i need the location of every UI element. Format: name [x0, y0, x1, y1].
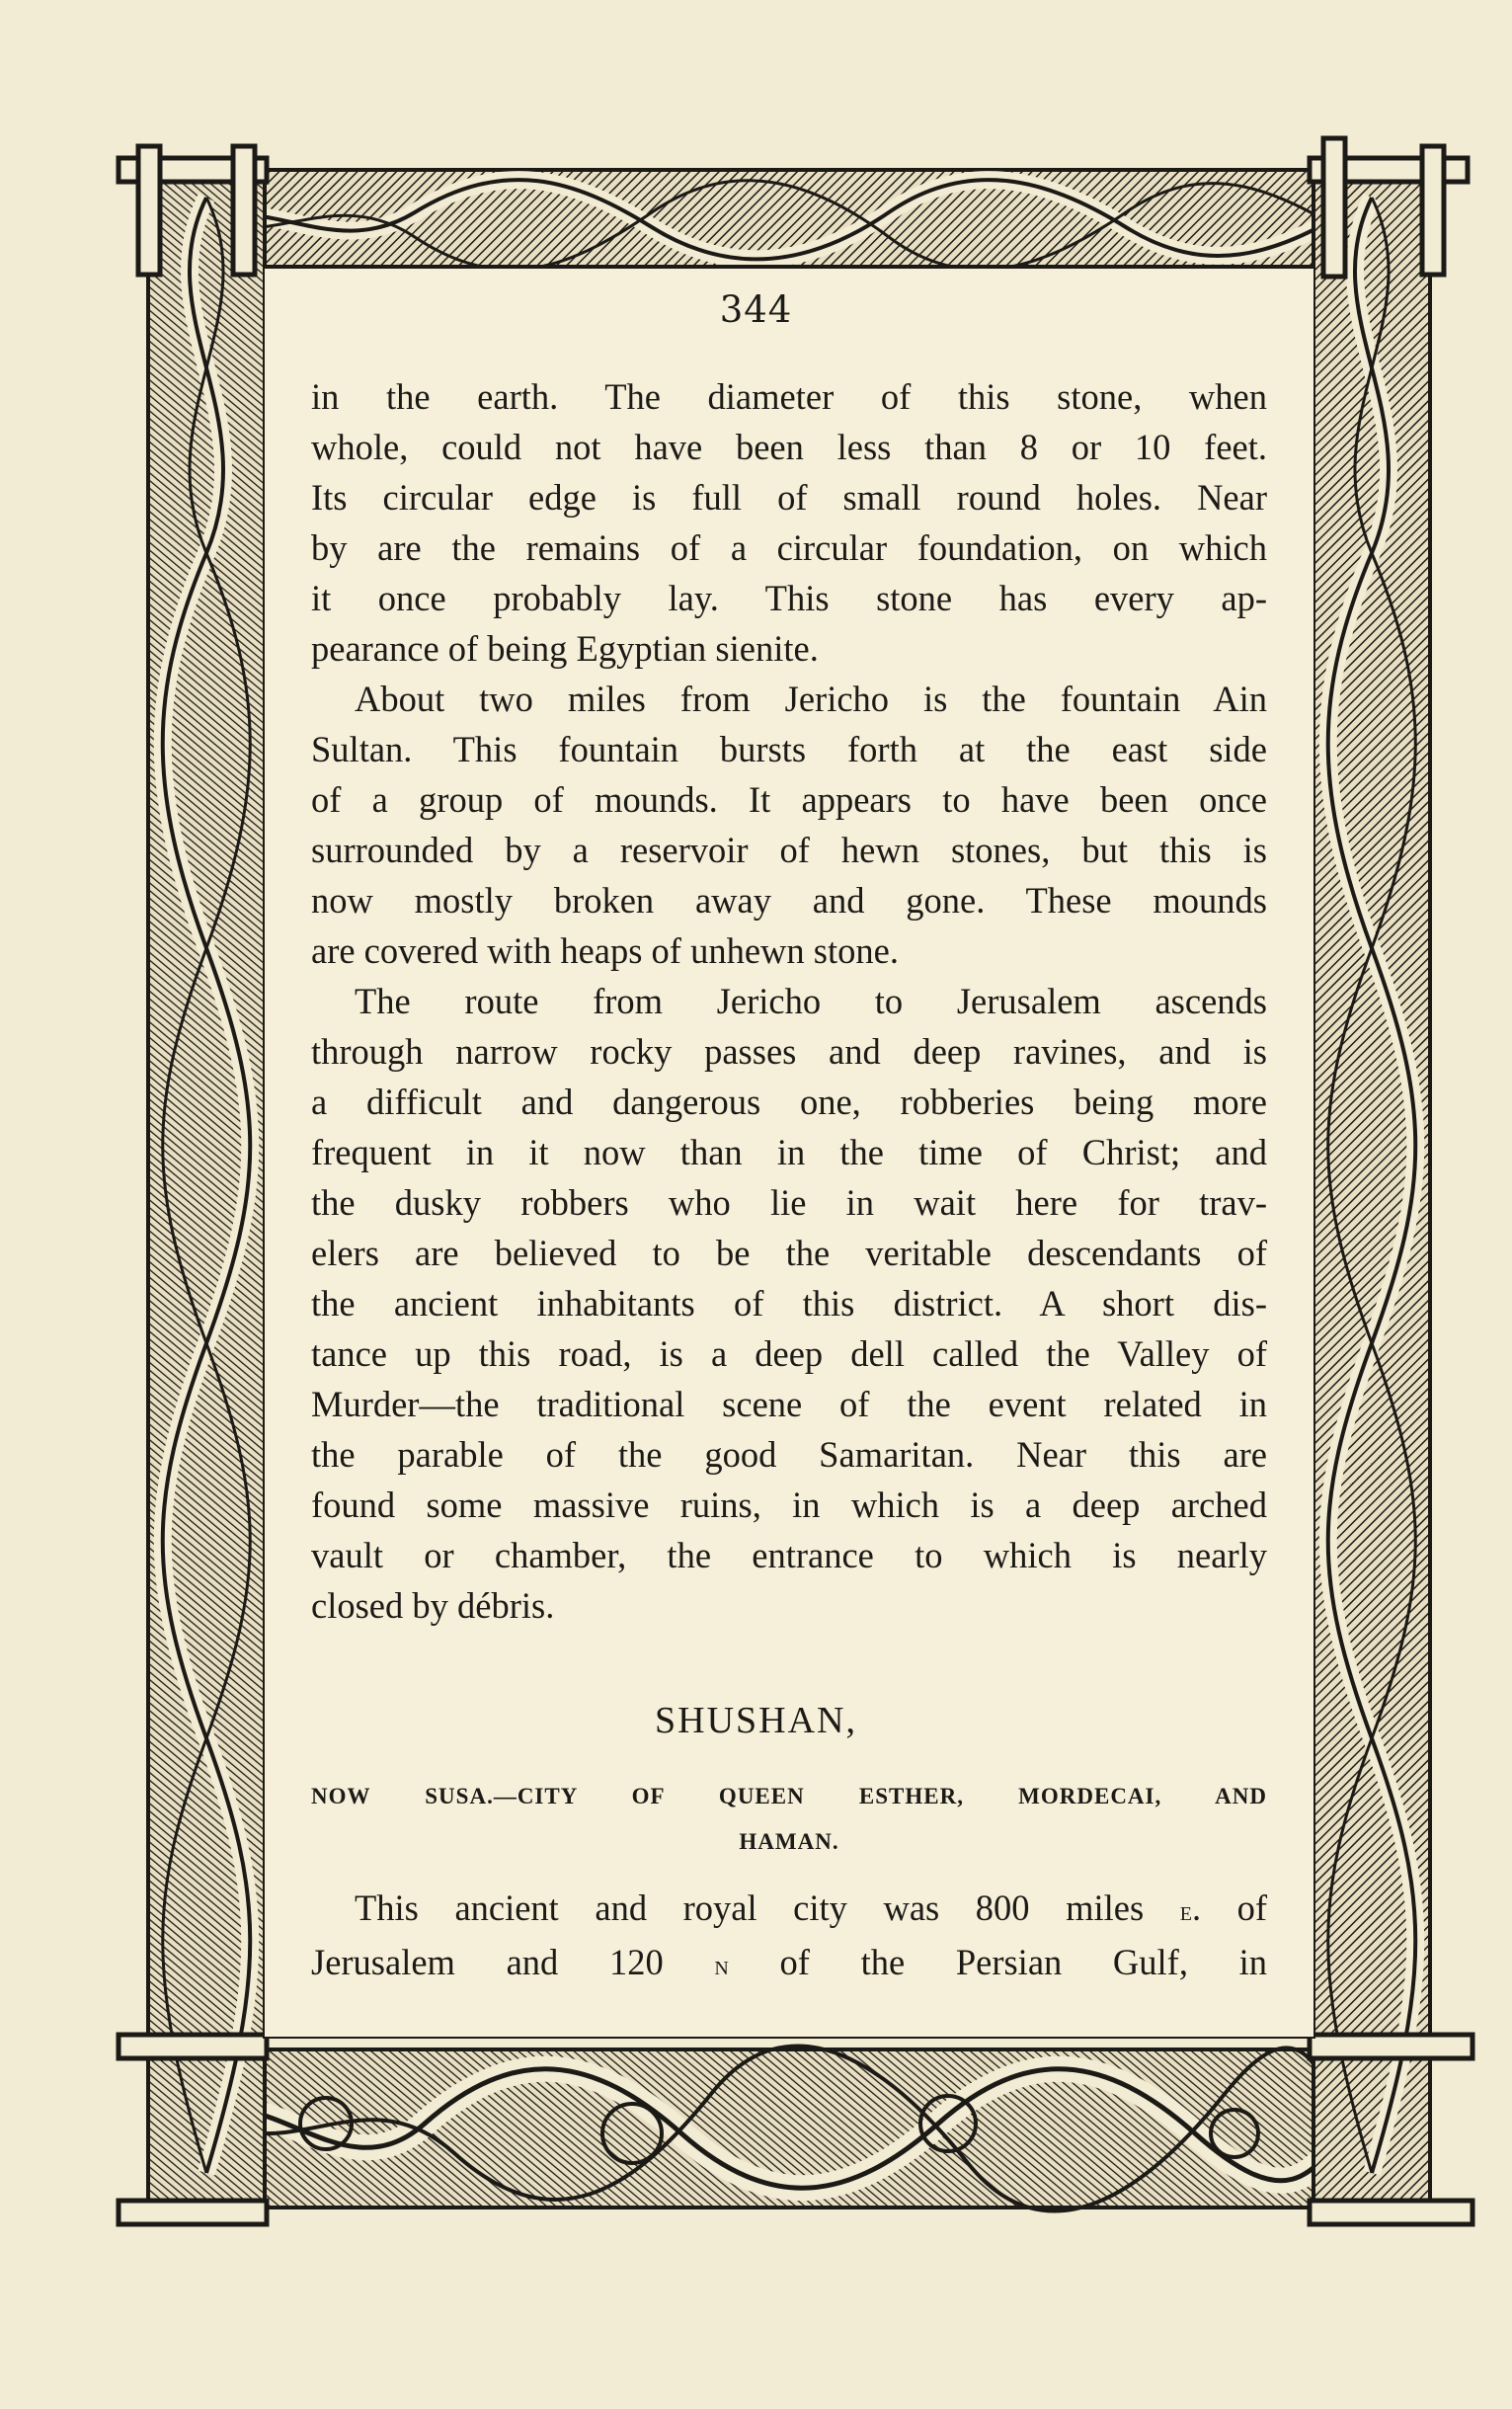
text-line: Sultan. This fountain bursts forth at the east side [311, 729, 1267, 769]
section-subtitle [311, 1774, 1267, 1865]
section-subtitle-line-2: HAMAN. [739, 1829, 839, 1854]
text-line: tance up this road, is a deep dell called the Valley of [311, 1333, 1267, 1374]
page-number: 344 [719, 288, 793, 331]
text-line: pearance of being Egyptian sienite. [311, 628, 819, 669]
text-line: Its circular edge is full of small round holes. Near [311, 477, 1267, 518]
left-border-band [148, 170, 265, 2208]
right-border-band [1313, 170, 1430, 2208]
text-line: the dusky robbers who lie in wait here for trav- [311, 1182, 1267, 1223]
text-line: surrounded by a reservoir of hewn stones, but this is [311, 830, 1267, 870]
text-line: whole, could not have been less than 8 or 10 feet. [311, 427, 1267, 467]
text-line: through narrow rocky passes and deep ravines, and is [311, 1031, 1267, 1072]
section-body-line-1: This ancient and royal city was 800 miles e. of [355, 1887, 1268, 1928]
text-line: The route from Jericho to Jerusalem ascends [355, 981, 1267, 1021]
paragraph [311, 371, 1267, 674]
body-text [311, 371, 1267, 1631]
text-line: elers are believed to be the veritable descendants of [311, 1233, 1267, 1273]
bottom-border-band [148, 2046, 1365, 2210]
paragraph [311, 674, 1267, 976]
paragraph [311, 976, 1267, 1631]
section-body [311, 1883, 1267, 1991]
section-body-line-2: Jerusalem and 120 n of the Persian Gulf, in [311, 1942, 1268, 1982]
text-line: it once probably lay. This stone has every ap- [311, 578, 1267, 618]
text-line: found some massive ruins, in which is a deep arched [311, 1485, 1267, 1525]
text-line: are covered with heaps of unhewn stone. [311, 930, 899, 971]
section-subtitle-line-1: NOW SUSA.—CITY OF QUEEN ESTHER, MORDECAI, AND [311, 1784, 1267, 1808]
text-line: About two miles from Jericho is the fountain Ain [355, 679, 1267, 719]
text-line: frequent in it now than in the time of Christ; and [311, 1132, 1267, 1172]
text-line: vault or chamber, the entrance to which is nearly [311, 1535, 1267, 1575]
text-line: now mostly broken away and gone. These mounds [311, 880, 1267, 921]
text-line: of a group of mounds. It appears to have been once [311, 779, 1267, 820]
text-line: by are the remains of a circular foundation, on which [311, 527, 1267, 568]
text-line: a difficult and dangerous one, robberies being more [311, 1082, 1267, 1122]
text-line: the parable of the good Samaritan. Near this are [311, 1434, 1267, 1475]
text-line: closed by débris. [311, 1585, 555, 1626]
text-line: the ancient inhabitants of this district. A short dis- [311, 1283, 1267, 1324]
section-title: SHUSHAN, [655, 1700, 857, 1741]
top-border-band [148, 170, 1365, 270]
text-line: Murder—the traditional scene of the event related in [311, 1384, 1267, 1424]
text-line: in the earth. The diameter of this stone, when [311, 376, 1267, 417]
